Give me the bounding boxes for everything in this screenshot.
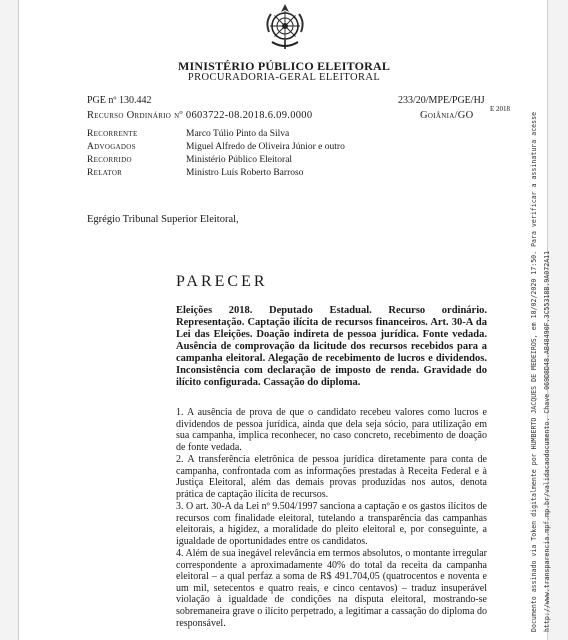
city: Goiânia/GO [420,110,474,121]
coat-of-arms-emblem [263,2,307,52]
signature-notice-line-2: http://www.transparencia.mpf.mp.br/validacaodocumento. Chave 069D8D48.AB48490F.3C55318B.9A072A11 [543,250,551,632]
party-label-relator: Relator [87,168,123,178]
document-reference: 233/20/MPE/PGE/HJ [398,95,485,106]
party-label-advogados: Advogados [87,142,136,152]
signature-verification-notice [522,20,562,635]
party-value-recorrido: Ministério Público Eleitoral [186,155,293,165]
party-label-recorrente: Recorrente [87,129,138,139]
party-label-recorrido: Recorrido [87,155,132,165]
organization-name: MINISTÉRIO PÚBLICO ELEITORAL [177,59,391,73]
pge-number: PGE nº 130.442 [87,95,152,106]
paragraph-4: 4. Além de sua inegável relevância em termos absolutos, o montante irregular correspondente a aproximadamente 40% do total da receita da campanha eleitoral – a qual perfaz a soma de R$ 491.704,05 (quatrocentos e noventa e um mil, setecentos e quatro reais, e cinco centavos) – traduz insuperável violação à igualdade de condições na disputa eleitoral, mostrando-se sobremaneira grave o ilícito perpetrado, a legitimar a cassação do diploma do responsável. [176,548,487,629]
year-stamp: E 2018 [490,105,511,113]
salutation: Egrégio Tribunal Superior Eleitoral, [87,214,239,225]
paragraph-3: 3. O art. 30-A da Lei nº 9.504/1997 sanciona a captação e os gastos ilícitos de recursos com finalidade eleitoral, tutelando a transparência das campanhas eleitorais, a higidez, a moralidade do pleito eleitoral e, por conseguinte, a igualdade de oportunidades entre os candidatos. [176,501,487,547]
signature-notice-line-1: Documento assinado via Token digitalmente por HUMBERTO JACQUES DE MEDEIROS, em 18/02/2020 17:50. Para verificar a assinatura acesse [530,111,538,632]
paragraph-1: 1. A ausência de prova de que o candidato recebeu valores como lucros e dividendos de pessoa jurídica, ainda que dela seja sócio, para utilização em sua campanha, implica reconhecer, no caso concreto, recebimento de doação de fonte vedada. [176,407,487,453]
party-value-advogados: Miguel Alfredo de Oliveira Júnior e outro [186,142,345,152]
party-value-relator: Ministro Luís Roberto Barroso [186,168,304,178]
recurso-number: Recurso Ordinário nº 0603722-08.2018.6.09.0000 [87,110,313,121]
document-heading: PARECER [176,273,268,290]
ementa-summary: Eleições 2018. Deputado Estadual. Recurso ordinário. Representação. Captação ilícita de recursos financeiros. Art. 30-A da Lei das Eleições. Doação indireta de pessoa jurídica. Fonte vedada. Ausência de comprovação da licitude dos recursos recebidos para a campanha eleitoral. Alegação de recebimento de lucros e dividendos. Inconsistência com declaração de imposto de renda. Gravidade do ilícito configurada. Cassação do diploma. [176,305,487,388]
party-value-recorrente: Marco Túlio Pinto da Silva [186,129,290,139]
paragraph-2: 2. A transferência eletrônica de pessoa jurídica diretamente para conta de campanha, confrontada com as informações prestadas à Receita Federal e à Justiça Eleitoral, além das demais provas produzidas nos autos, denota prática de captação ilícita de recursos. [176,454,487,500]
organization-subtitle: PROCURADORIA-GERAL ELEITORAL [187,72,381,83]
